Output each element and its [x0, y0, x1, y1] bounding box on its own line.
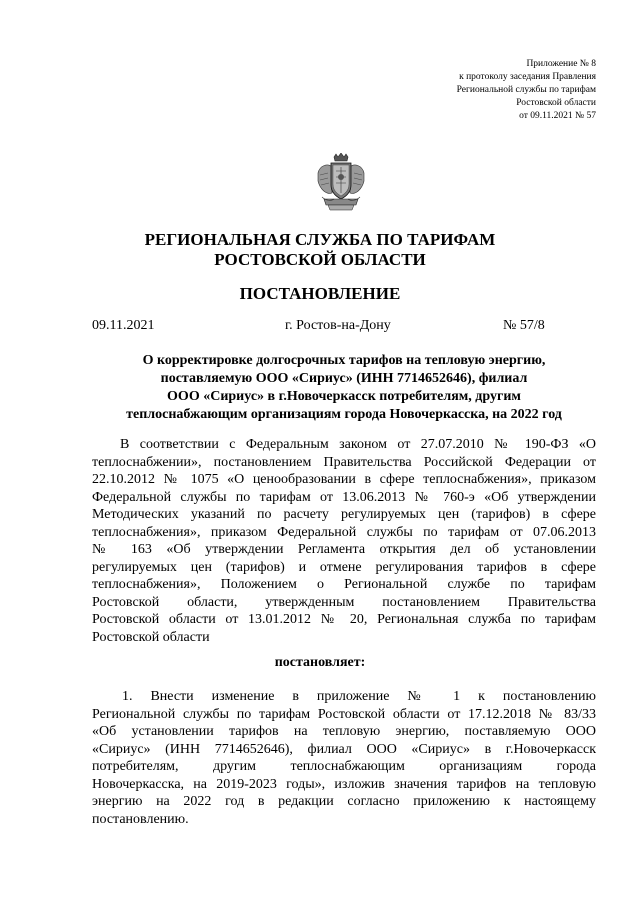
preamble-line: № 163 «Об утверждении Регламента открытия дел об установлении: [92, 542, 596, 557]
document-city: г. Ростов-на-Дону: [285, 318, 391, 333]
item-1-paragraph: [92, 688, 596, 828]
item-1-line: 1. Внести изменение в приложение № 1 к постановлению: [122, 689, 596, 704]
appendix-line: к протоколу заседания Правления: [459, 72, 596, 82]
appendix-line: Приложение № 8: [526, 59, 596, 69]
preamble-paragraph: [92, 436, 596, 646]
appendix-note: [336, 58, 596, 123]
preamble-line: В соответствии с Федеральным законом от 27.07.2010 № 190-ФЗ «О: [120, 437, 596, 452]
preamble-line: Федеральной службы по тарифам от 13.06.2013 № 760-э «Об утверждении: [92, 489, 596, 505]
preamble-line: Методических указаний по расчету регулируемых цен (тарифов) в сфере: [92, 507, 596, 522]
appendix-line: Региональной службы по тарифам: [456, 85, 596, 95]
item-1-line: потребителям, другим теплоснабжающим организациям города: [92, 759, 596, 774]
preamble-line: регулируемых цен (тарифов) и отмене регулирования тарифов в сфере: [92, 559, 596, 575]
organization-name-line-1: РЕГИОНАЛЬНАЯ СЛУЖБА ПО ТАРИФАМ: [144, 230, 496, 249]
item-1-line: Региональной службы по тарифам Ростовской области от 17.12.2018 № 83/33: [92, 706, 596, 722]
appendix-line: от 09.11.2021 № 57: [519, 111, 596, 121]
appendix-line: Ростовской области: [516, 98, 596, 108]
resolves-heading: постановляет:: [274, 655, 366, 670]
coat-of-arms-icon: [314, 153, 368, 213]
title-line: О корректировке долгосрочных тарифов на тепловую энергию,: [142, 353, 546, 368]
preamble-line: теплоснабжения», Положением о Региональной службе по тарифам: [92, 577, 596, 592]
preamble-line: Ростовской области, утвержденным постановлением Правительства: [92, 594, 596, 610]
item-1-line: Новочеркасска, на 2019-2023 годы», изложив значения тарифов на тепловую: [92, 776, 596, 792]
organization-name-line-2: РОСТОВСКОЙ ОБЛАСТИ: [214, 250, 426, 269]
document-type-heading: ПОСТАНОВЛЕНИЕ: [239, 284, 401, 303]
item-1-line: постановлению.: [92, 811, 189, 827]
preamble-line: Ростовской области от 13.01.2012 № 20, Региональная служба по тарифам: [92, 612, 596, 627]
document-number: № 57/8: [503, 318, 545, 333]
preamble-line: 22.10.2012 № 1075 «О ценообразовании в сфере теплоснабжения», приказом: [92, 472, 596, 487]
item-1-line: «Об установлении тарифов на тепловую энергию, поставляемую ООО: [92, 724, 596, 739]
item-1-line: энергию на 2022 год в редакции согласно приложению к настоящему: [92, 794, 596, 809]
item-1-line: «Сириус» (ИНН 7714652646), филиал ООО «Сириус» в г.Новочеркасск: [92, 741, 596, 757]
preamble-line: теплоснабжении», постановлением Правительства Российской Федерации от: [92, 454, 596, 470]
preamble-line: теплоснабжения», приказом Федеральной службы по тарифам от 07.06.2013: [92, 524, 596, 540]
title-line: ООО «Сириус» в г.Новочеркасск потребителям, другим: [167, 389, 521, 404]
title-line: теплоснабжающим организациям города Новочеркасска, на 2022 год: [126, 407, 562, 422]
preamble-line: Ростовской области: [92, 629, 210, 645]
document-date: 09.11.2021: [92, 318, 155, 333]
resolution-title: [92, 352, 596, 424]
title-line: поставляемую ООО «Сириус» (ИНН 7714652646), филиал: [160, 371, 528, 386]
